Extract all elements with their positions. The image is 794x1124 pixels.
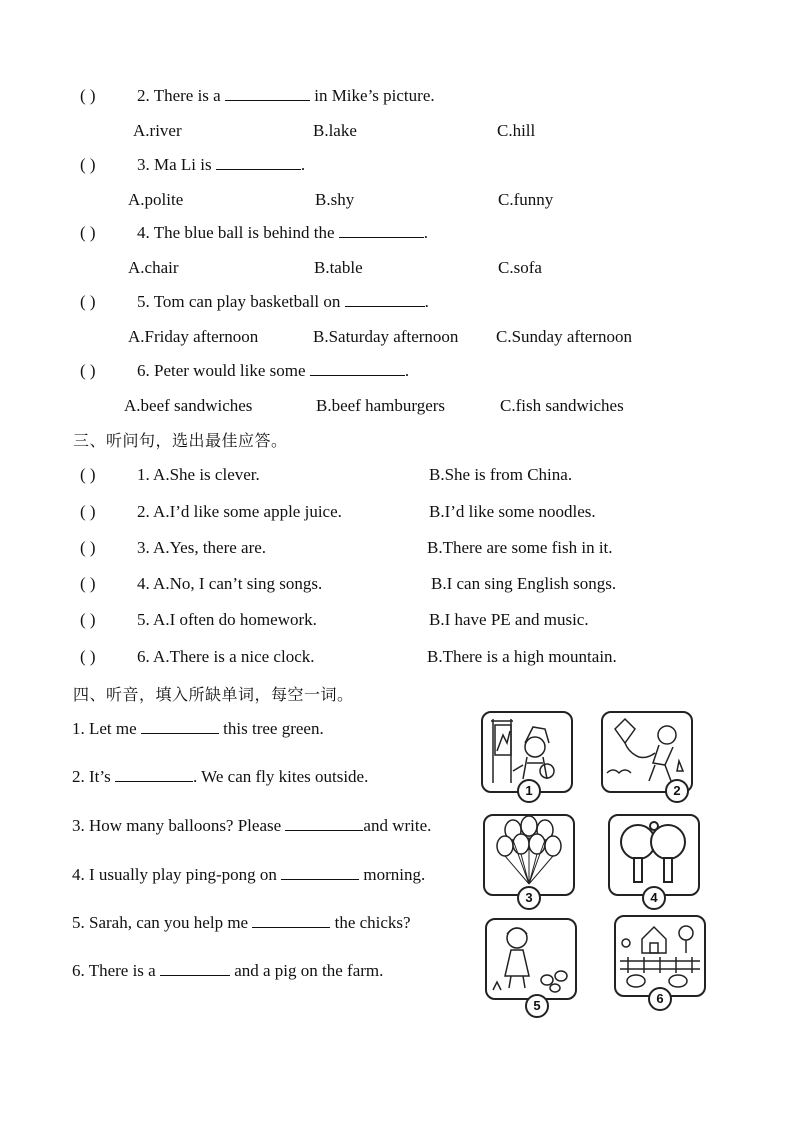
option-b: B.I have PE and music. (429, 610, 589, 629)
item-text: 3. How many balloons? Please (72, 816, 282, 835)
picture-number: 5 (525, 994, 549, 1018)
option-b: B.lake (313, 121, 357, 140)
picture-number: 1 (517, 779, 541, 803)
option-a: A.beef sandwiches (124, 396, 253, 415)
option-a: A.chair (128, 258, 179, 277)
option-c: C.funny (498, 190, 554, 209)
stem-text: . (404, 361, 410, 380)
option-b: B.table (314, 258, 363, 277)
stem-text: 5. Tom can play basketball on (137, 292, 341, 311)
fill-item (72, 865, 425, 885)
section-heading: 三、听问句，选出最佳应答。 (73, 431, 288, 450)
item-text: this tree green. (223, 719, 324, 738)
item-text: 2. It’s (72, 767, 111, 786)
option-a: 5. A.I often do homework. (137, 610, 317, 629)
fill-item (72, 961, 383, 981)
answer-paren[interactable]: ( ) (80, 292, 96, 311)
fill-item (72, 816, 431, 836)
item-text: morning. (363, 865, 426, 884)
section-heading: 四、听音，填入所缺单词，每空一词。 (73, 685, 354, 704)
answer-paren[interactable]: ( ) (80, 647, 96, 666)
balloons-icon (485, 816, 573, 894)
item-text: the chicks? (334, 913, 411, 932)
stem-text: in Mike’s picture. (314, 86, 435, 105)
picture-number: 2 (665, 779, 689, 803)
option-c: C.hill (497, 121, 536, 140)
item-text: 4. I usually play ping-pong on (72, 865, 277, 884)
stem-text: . (300, 155, 306, 174)
stem-text: 6. Peter would like some (137, 361, 306, 380)
answer-blank[interactable] (339, 223, 424, 238)
answer-paren[interactable]: ( ) (80, 86, 96, 105)
option-b: B.shy (315, 190, 355, 209)
option-b: B.Saturday afternoon (313, 327, 459, 346)
answer-blank[interactable] (310, 361, 405, 376)
question-stem (137, 361, 409, 381)
item-text: 1. Let me (72, 719, 137, 738)
fill-item (72, 719, 324, 739)
option-a: 4. A.No, I can’t sing songs. (137, 574, 323, 593)
answer-paren[interactable]: ( ) (80, 538, 96, 557)
answer-blank[interactable] (216, 155, 301, 170)
answer-blank[interactable] (141, 719, 219, 734)
stem-text: 2. There is a (137, 86, 221, 105)
stem-text: . (424, 292, 429, 311)
picture-6 (614, 915, 706, 1006)
picture-number: 4 (642, 886, 666, 910)
stem-text: 4. The blue ball is behind the (137, 223, 335, 242)
option-b: B.There are some fish in it. (427, 538, 613, 557)
option-a: 6. A.There is a nice clock. (137, 647, 315, 666)
option-b: B.There is a high mountain. (427, 647, 617, 666)
picture-5 (485, 918, 577, 1013)
answer-blank[interactable] (252, 913, 330, 928)
option-a: A.Friday afternoon (128, 327, 259, 346)
item-text: 6. There is a (72, 961, 156, 980)
option-a: A.river (133, 121, 182, 140)
question-stem (137, 86, 435, 106)
picture-number: 3 (517, 886, 541, 910)
picture-3 (483, 814, 575, 905)
picture-number: 6 (648, 987, 672, 1011)
question-stem (137, 292, 429, 312)
picture-4 (608, 814, 700, 905)
answer-blank[interactable] (160, 961, 230, 976)
answer-blank[interactable] (115, 767, 193, 782)
option-a: 2. A.I’d like some apple juice. (137, 502, 342, 521)
option-c: C.Sunday afternoon (496, 327, 632, 346)
answer-blank[interactable] (225, 86, 310, 101)
option-c: C.fish sandwiches (500, 396, 624, 415)
fill-item (72, 767, 368, 787)
ping-pong-paddles-icon (610, 816, 698, 894)
option-a: A.polite (128, 190, 184, 209)
answer-paren[interactable]: ( ) (80, 502, 96, 521)
fill-item (72, 913, 411, 933)
farm-icon (616, 917, 704, 995)
option-b: B.I can sing English songs. (431, 574, 617, 593)
question-stem (137, 155, 305, 175)
stem-text: 3. Ma Li is (137, 155, 212, 174)
option-c: C.sofa (498, 258, 542, 277)
answer-paren[interactable]: ( ) (80, 574, 96, 593)
answer-blank[interactable] (345, 292, 425, 307)
option-a: 3. A.Yes, there are. (137, 538, 267, 557)
item-text: and a pig on the farm. (234, 961, 384, 980)
stem-text: . (423, 223, 429, 242)
picture-1 (481, 711, 573, 798)
option-b: B.beef hamburgers (316, 396, 446, 415)
answer-blank[interactable] (281, 865, 359, 880)
item-text: 5. Sarah, can you help me (72, 913, 249, 932)
girl-with-chicks-icon (487, 920, 575, 998)
option-b: B.I’d like some noodles. (429, 502, 596, 521)
option-b: B.She is from China. (429, 465, 573, 484)
answer-blank[interactable] (285, 816, 363, 831)
answer-paren[interactable]: ( ) (80, 361, 96, 380)
picture-2 (601, 711, 693, 798)
answer-paren[interactable]: ( ) (80, 610, 96, 629)
answer-paren[interactable]: ( ) (80, 223, 96, 242)
question-stem (137, 223, 428, 243)
option-a: 1. A.She is clever. (137, 465, 260, 484)
item-text: and write. (363, 816, 432, 835)
answer-paren[interactable]: ( ) (80, 465, 96, 484)
item-text: . We can fly kites outside. (192, 767, 369, 786)
answer-paren[interactable]: ( ) (80, 155, 96, 174)
